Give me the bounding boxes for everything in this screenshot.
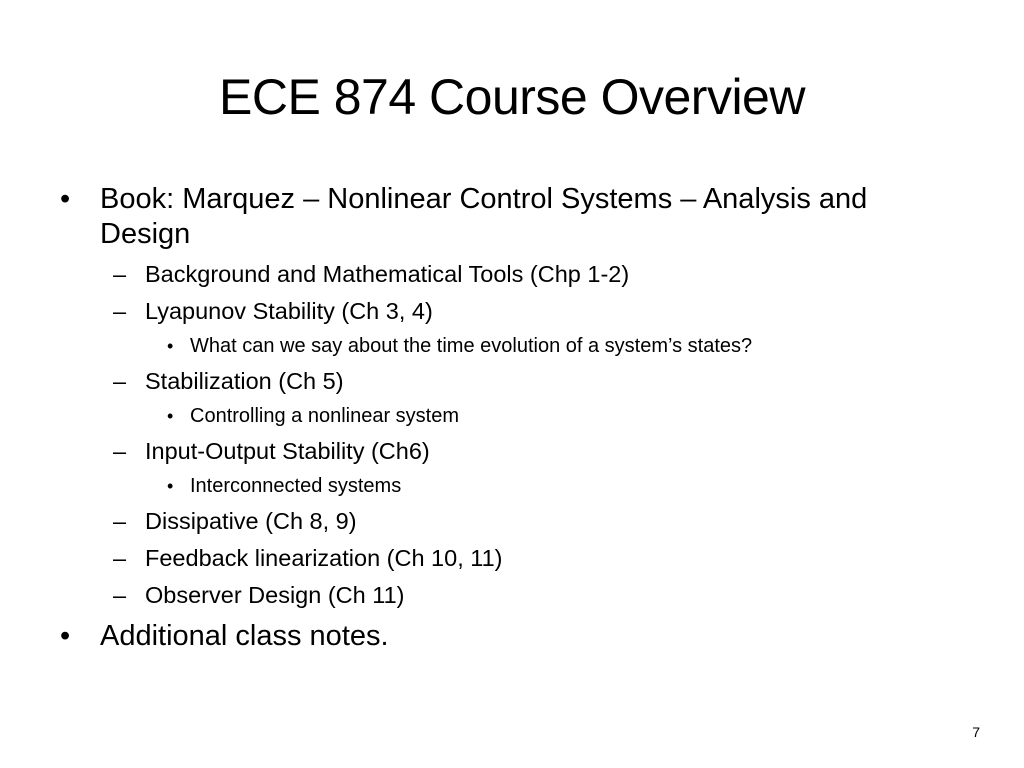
subitem-text: Background and Mathematical Tools (Chp 1-2) [145, 261, 630, 287]
dash-marker: – [113, 438, 127, 464]
subsubitem-time-evolution [167, 333, 753, 359]
bullet-marker: • [167, 406, 174, 426]
subitem-text: Stabilization (Ch 5) [145, 368, 344, 394]
dash-marker: – [113, 298, 127, 324]
page-number: 7 [972, 724, 980, 740]
bullet-text: Additional class notes. [100, 620, 389, 652]
bullet-book-continuation [100, 217, 190, 251]
bullet-additional-notes [60, 619, 389, 653]
subsubitem-text: Controlling a nonlinear system [190, 405, 460, 427]
subitem-text: Input-Output Stability (Ch6) [145, 438, 430, 464]
subitem-text: Observer Design (Ch 11) [145, 582, 405, 608]
bullet-book [60, 182, 868, 216]
subitem-text: Lyapunov Stability (Ch 3, 4) [145, 298, 433, 324]
subitem-feedback-linearization [113, 543, 503, 573]
subitem-dissipative [113, 506, 357, 536]
bullet-marker: • [60, 183, 71, 215]
dash-marker: – [113, 582, 127, 608]
subitem-stabilization [113, 366, 344, 396]
dash-marker: – [113, 545, 127, 571]
subitem-background-tools [113, 259, 630, 289]
dash-marker: – [113, 508, 127, 534]
dash-marker: – [113, 261, 127, 287]
subitem-lyapunov-stability [113, 296, 433, 326]
bullet-marker: • [60, 620, 71, 652]
subitem-text: Feedback linearization (Ch 10, 11) [145, 545, 503, 571]
subsubitem-text: What can we say about the time evolution of a system’s states? [190, 335, 753, 357]
bullet-text-continuation: Design [100, 218, 191, 250]
bullet-marker: • [167, 476, 174, 496]
subitem-input-output-stability [113, 436, 430, 466]
subitem-observer-design [113, 580, 405, 610]
bullet-text: Book: Marquez – Nonlinear Control Systems – Analysis and [100, 183, 868, 215]
dash-marker: – [113, 368, 127, 394]
subsubitem-interconnected [167, 473, 402, 499]
slide-title: ECE 874 Course Overview [219, 69, 805, 125]
bullet-marker: • [167, 336, 174, 356]
subitem-text: Dissipative (Ch 8, 9) [145, 508, 357, 534]
subsubitem-text: Interconnected systems [190, 475, 402, 497]
subsubitem-controlling [167, 403, 460, 429]
